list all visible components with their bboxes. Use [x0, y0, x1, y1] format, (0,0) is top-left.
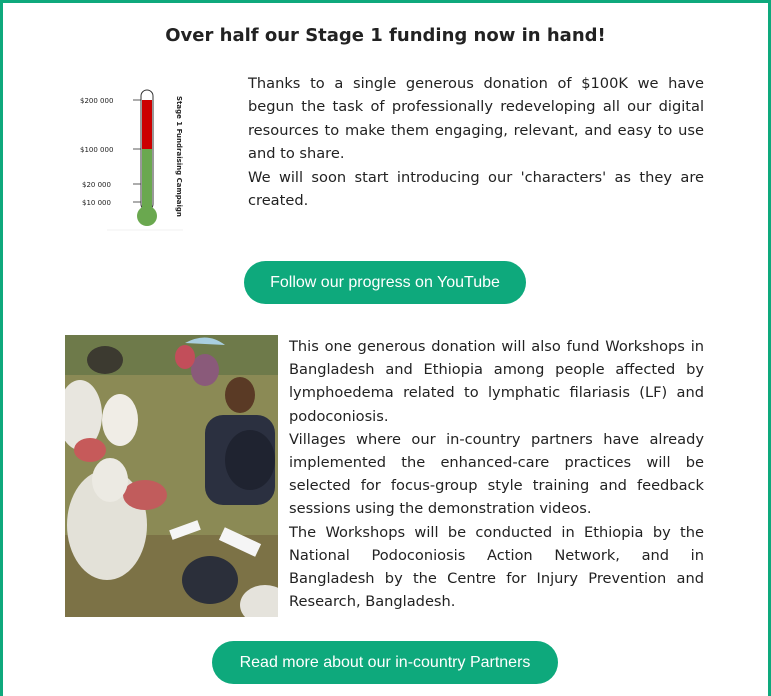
- thermometer-label-200k: $200 000: [80, 97, 114, 105]
- thermometer-label-20k: $20 000: [82, 181, 111, 189]
- partners-button[interactable]: Read more about our in-country Partners: [212, 641, 558, 684]
- intro-paragraph-1: Thanks to a single generous donation of $100K we have begun the task of professionally redeveloping all our digital resources to make them engaging, relevant, and easy to use and to share.: [248, 75, 704, 163]
- workshop-photo: [65, 335, 278, 617]
- workshops-paragraph-3: The Workshops will be conducted in Ethiopia by the National Podoconiosis Action Network, and in Bangladesh by the Centre for Injury Prevention and Research, Bangladesh.: [289, 523, 704, 611]
- fundraising-thermometer: [75, 84, 195, 236]
- thermometer-label-100k: $100 000: [80, 146, 114, 154]
- thermometer-caption: Stage 1 Fundraising Campaign: [175, 96, 183, 217]
- intro-text: [248, 72, 704, 212]
- thermometer-bulb: [137, 206, 157, 226]
- thermometer-label-10k: $10 000: [82, 199, 111, 207]
- workshops-paragraph-2: Villages where our in-country partners have already implemented the enhanced-care practices will be selected for focus-group style training and feedback sessions using the demonstration videos.: [289, 430, 704, 518]
- workshops-paragraph-1: This one generous donation will also fund Workshops in Bangladesh and Ethiopia among people affected by lymphoedema related to lymphatic filariasis (LF) and podoconiosis.: [289, 338, 704, 425]
- youtube-progress-button[interactable]: Follow our progress on YouTube: [244, 261, 526, 304]
- workshops-text: [289, 335, 704, 613]
- intro-paragraph-2: We will soon start introducing our 'characters' as they are created.: [248, 168, 704, 210]
- thermometer-raised: [142, 149, 152, 211]
- page-title: Over half our Stage 1 funding now in hand!: [165, 25, 606, 46]
- thermometer-remaining: [142, 100, 152, 149]
